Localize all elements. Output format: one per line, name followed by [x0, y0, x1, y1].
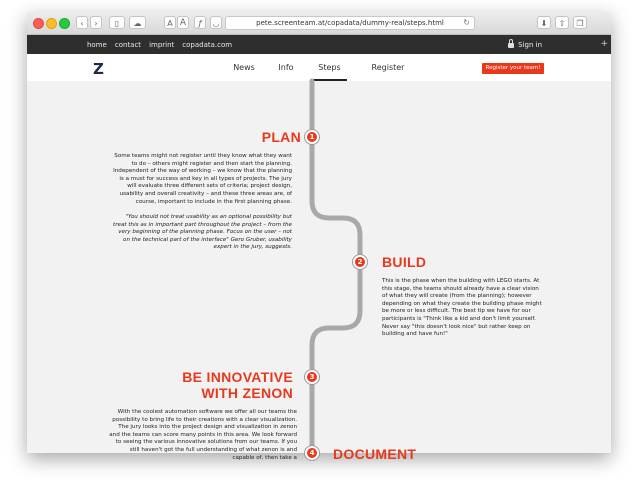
share-icon: ⇧ [558, 19, 566, 28]
cloud-icon: ☁ [133, 19, 142, 28]
chevron-left-icon: ‹ [80, 19, 84, 28]
plus-icon: + [600, 39, 608, 49]
step-2-marker: 2 [353, 255, 367, 269]
minimize-window-button[interactable] [46, 18, 57, 29]
topbar-links [87, 35, 232, 54]
step-4-marker: 4 [305, 446, 319, 460]
zoom-window-button[interactable] [59, 18, 70, 29]
small-a-icon: A [167, 19, 173, 28]
signin-label: Sign in [518, 40, 542, 49]
lock-icon [508, 43, 514, 48]
sidebar-icon: ▯ [114, 19, 120, 28]
timeline-line [312, 81, 360, 453]
share-button[interactable] [555, 16, 569, 29]
step-3-title [157, 369, 293, 401]
step-4-title: DOCUMENT [333, 446, 417, 462]
back-button[interactable] [76, 16, 88, 29]
reload-icon[interactable]: ↻ [463, 18, 470, 27]
browser-toolbar [27, 12, 611, 35]
download-icon: ⬇ [540, 19, 548, 28]
forward-button[interactable] [90, 16, 102, 29]
url-text: pete.screenteam.at/copadata/dummy-real/steps.html [256, 19, 444, 27]
zoom-in-button[interactable] [177, 16, 189, 29]
step-3-marker: 3 [305, 370, 319, 384]
pocket-icon: ◡ [212, 19, 220, 28]
site-logo[interactable]: Z [93, 60, 104, 78]
nav-item-news[interactable]: News [233, 63, 255, 72]
step-3-body: With the coolest automation software we offer all our teams the possibility to bring life to their creations with a clear visualization. The jury looks into the project design and visualization in zenon and the teams can score many points in this area. We look forward to seeing the various innovative solutions from our teams. If you still haven't got the full understanding of what zenon is and capable of, then take a [109, 409, 297, 461]
address-bar[interactable] [225, 16, 475, 30]
main-navbar [27, 54, 611, 82]
browser-window [27, 12, 611, 462]
new-tab-button[interactable] [600, 35, 608, 54]
step-2-body: This is the phase when the building with LEGO starts. At this stage, the teams should already have a clear vision of what they will create (from the planning); however depending on what they create the building phase might be more or less difficult. The best tip we have for our participants is "Think like a kid and don't limit yourself. Never say "this doesn't look nice" but rather keep on building and have fun!" [382, 278, 542, 338]
large-a-icon: A [179, 18, 187, 28]
step-3-title-line-2: WITH ZENON [201, 385, 293, 401]
nav-item-info[interactable]: Info [278, 63, 294, 72]
close-window-button[interactable] [33, 18, 44, 29]
pocket-button[interactable] [210, 16, 222, 29]
zoom-out-button[interactable] [164, 16, 176, 29]
step-1-body: Some teams might not register until they know what they want to do – others might register and then start the planning. Independent of the way of working – we know that the planning is a must for success and key in all types of projects. The jury will evaluate three different sets of criteria; project design, usability and overall creativity – and these three areas are, of course, important to include in the first planning phase. [113, 153, 292, 205]
font-icon: ƒ [198, 19, 202, 28]
step-1-title: PLAN [261, 129, 301, 145]
site-topbar [27, 35, 611, 54]
topbar-link-contact[interactable]: contact [114, 40, 142, 49]
tabs-icon: ❐ [576, 19, 584, 28]
signin-link[interactable] [508, 35, 542, 54]
step-2-title: BUILD [382, 254, 427, 270]
font-button[interactable] [194, 16, 206, 29]
topbar-link-copadata[interactable]: copadata.com [182, 40, 233, 49]
topbar-link-home[interactable]: home [87, 40, 107, 49]
icloud-tabs-button[interactable] [129, 16, 146, 29]
step-1-marker: 1 [305, 130, 319, 144]
step-1-quote: "You should not treat usability as an optional possibility but treat this as in important part throughout the project – from the very beginning of the planning phase. Focus on the user – not on the technical part of the interface" Gero Gruber, usability expert in the jury, suggests. [113, 214, 292, 251]
nav-item-register[interactable]: Register [371, 63, 405, 72]
chevron-right-icon: › [94, 19, 98, 28]
steps-content [27, 81, 611, 462]
downloads-button[interactable] [537, 16, 551, 29]
register-team-button[interactable]: Register your team! [482, 63, 544, 74]
tabs-overview-button[interactable] [573, 16, 587, 29]
nav-item-steps[interactable]: Steps [312, 54, 347, 81]
step-3-title-line-1: BE INNOVATIVE [182, 369, 293, 385]
timeline-path [27, 81, 611, 453]
topbar-link-imprint[interactable]: imprint [149, 40, 175, 49]
sidebar-button[interactable] [109, 16, 125, 29]
